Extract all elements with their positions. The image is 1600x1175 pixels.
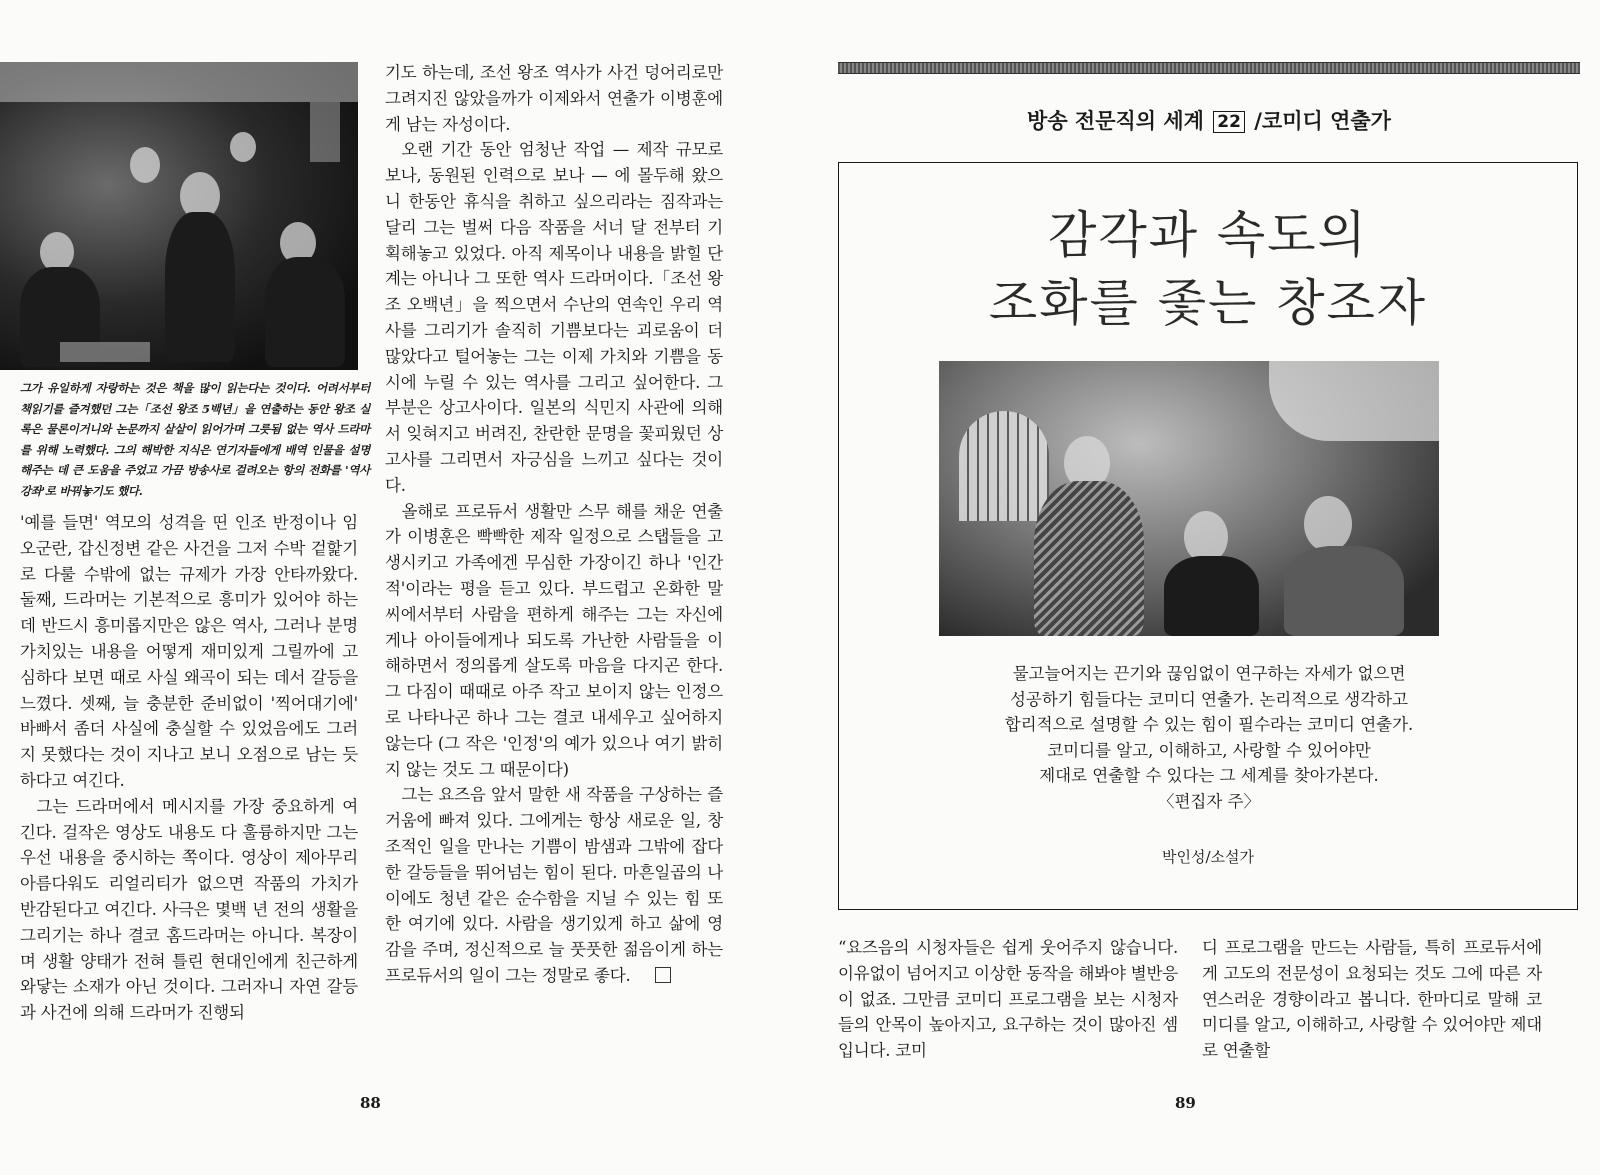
paragraph-text: 그는 요즈음 앞서 말한 새 작품을 구상하는 즐거움에 빠져 있다. 그에게는 항상 새로운 일, 창조적인 일을 만나는 기쁨이 밤샘과 그밖에 잡다한 갈등들을 뛰어넘는 힘이 된다. 마흔일곱의 나이에도 청년 같은 순수함을 지닐 수 있는 힘 또한 여기에 있다. 사람을 생기있게 하고 삶에 영감을 주며, 정신적으로 늘 풋풋한 젊음이게 하는 프로듀서의 일이 그는 정말로 좋다. (385, 785, 723, 985)
page-number-left: 88 (360, 1094, 381, 1112)
paragraph (385, 782, 723, 988)
series-number-badge: 22 (1213, 111, 1245, 133)
left-page-column-2 (385, 60, 723, 989)
page-number-right: 89 (1175, 1094, 1196, 1112)
paragraph: 디 프로그램을 만드는 사람들, 특히 프로듀서에게 고도의 전문성이 요청되는 것도 그에 따른 자연스러운 경향이라고 봅니다. 한마디로 말해 코미디를 알고, 이해하고, 사랑할 수 있어야만 제대로 연출할 (1202, 938, 1542, 1061)
header-rule (838, 62, 1580, 74)
lead-line: 합리적으로 설명할 수 있는 힘이 필수라는 코미디 연출가. (1004, 715, 1414, 734)
right-page-column-2 (1202, 935, 1542, 1064)
headline-line-1: 감각과 속도의 (1048, 206, 1368, 264)
paragraph: 오랜 기간 동안 엄청난 작업 — 제작 규모로 보나, 동원된 인력으로 보나 — 에 몰두해 왔으니 한동안 휴식을 취하고 싶으리라는 짐작과는 달리 그는 벌써 다음 작품을 서너 달 전부터 기획해놓고 있었다. 아직 제목이나 내용을 밝힐 단계는 아니나 그 또한 역사 드라머이다.「조선 왕조 오백년」을 찍으면서 수난의 연속인 우리 역사를 그리기가 솔직히 기쁨보다는 괴로움이 더 많았다고 털어놓는 그는 이제 가치와 기쁨을 동시에 누릴 수 있는 역사를 그리고 싶어한다. 그 부분은 상고사이다. 일본의 식민지 사관에 의해서 잊혀지고 버려진, 찬란한 문명을 꽃피웠던 상고사를 그리면서 자긍심을 느끼고 싶다는 것이다. (385, 140, 723, 495)
page-left (0, 0, 790, 1175)
series-title-suffix: /코미디 연출가 (1254, 109, 1391, 133)
paragraph: '예를 들면' 역모의 성격을 띤 인조 반정이나 임오군란, 갑신정변 같은 사건을 그저 수박 겉핥기로 다룰 수밖에 없는 규제가 가장 안타까왔다. 둘째, 드라머는 기본적으로 흥미가 있어야 하는데 반드시 흥미롭지만은 않은 역사, 그러나 분명 가치있는 내용을 어떻게 재미있게 그릴까에 고심하다 보면 때로 사실 왜곡이 되는 데서 갈등을 느꼈다. 셋째, 늘 충분한 준비없이 '찍어대기에' 바빠서 좀더 사실에 충실할 수 있었음에도 그러지 못했다는 것이 지나고 보니 오점으로 남는 듯하다고 여긴다. (20, 513, 358, 790)
series-title-prefix: 방송 전문직의 세계 (1027, 109, 1204, 133)
editor-note: 〈편집자 주〉 (1157, 791, 1260, 811)
photo-studio-crowd (0, 62, 358, 370)
byline: 박인성/소설가 (1162, 848, 1254, 866)
headline (839, 201, 1577, 337)
photo-caption: 그가 유일하게 자랑하는 것은 책을 많이 읽는다는 것이다. 어려서부터 책읽기를 즐겨했던 그는「조선 왕조 5백년」을 연출하는 동안 왕조 실록은 물론이거니와 논문까지 샅샅이 읽어가며 그릇됨 없는 역사 드라마를 위해 노력했다. 그의 해박한 지식은 연기자들에게 배역 인물을 설명해주는 데 큰 도움을 주었고 가끔 방송사로 걸려오는 항의 전화를 '역사 강좌'로 바꿔놓기도 했다. (20, 381, 370, 498)
lead-line: 제대로 연출할 수 있다는 그 세계를 찾아가본다. (1039, 766, 1379, 785)
lead-line: 물고늘어지는 끈기와 끊임없이 연구하는 자세가 없으면 (1012, 664, 1406, 683)
end-mark-icon (655, 967, 671, 983)
right-page-column-1 (838, 935, 1178, 1064)
paragraph: 기도 하는데, 조선 왕조 역사가 사건 덩어리로만 그려지진 않았을까가 이제와서 연출가 이병훈에게 남는 자성이다. (385, 63, 723, 134)
paragraph: 올해로 프로듀서 생활만 스무 해를 채운 연출가 이병훈은 빡빡한 제작 일정으로 스탭들을 고생시키고 가족에겐 무심한 가장이긴 하나 '인간적'이라는 평을 듣고 있다. 부드럽고 온화한 말씨에서부터 사람을 편하게 해주는 그는 자신에게나 아이들에게나 되도록 가난한 사람들을 이해하면서 정의롭게 살도록 마음을 다지곤 한다. 그 다짐이 때때로 아주 작고 보이지 않는 인정으로 나타나곤 하나 그는 결코 내세우고 싶어하지 않는다 (그 작은 '인정'의 예가 있으나 여기 밝히지 않는 것도 그 때문이다) (385, 501, 723, 779)
paragraph: “요즈음의 시청자들은 쉽게 웃어주지 않습니다. 이유없이 넘어지고 이상한 동작을 해봐야 별반응이 없죠. 그만큼 코미디 프로그램을 보는 시청자들의 안목이 높아지고, 요구하는 것이 많아진 셈입니다. 코미 (838, 938, 1179, 1061)
photo-comedy-set (939, 361, 1439, 636)
lead-line: 성공하기 힘들다는 코미디 연출가. 논리적으로 생각하고 (1009, 689, 1409, 709)
paragraph: 그는 드라머에서 메시지를 가장 중요하게 여긴다. 걸작은 영상도 내용도 다 훌륭하지만 그는 우선 내용을 중시하는 쪽이다. 영상이 제아무리 아름다워도 리얼리티가 없으면 작품의 가치가 반감된다고 여긴다. 사극은 몇백 년 전의 생활을 그리기는 하나 결코 홈드라머는 아니다. 복장이며 생활 양태가 전혀 틀린 현대인에게 친근하게 와닿는 소재가 아닌 것이다. 그러자니 자연 갈등과 사건에 의해 드라머가 진행되 (20, 796, 358, 1023)
lead-line: 코미디를 알고, 이해하고, 사랑할 수 있어야만 (1047, 740, 1371, 760)
feature-box (838, 162, 1578, 910)
headline-line-2: 조화를 좇는 창조자 (988, 274, 1428, 332)
series-title (838, 105, 1580, 135)
left-page-column-1 (20, 510, 358, 1026)
lead-text (899, 661, 1519, 814)
page-right (800, 0, 1600, 1175)
